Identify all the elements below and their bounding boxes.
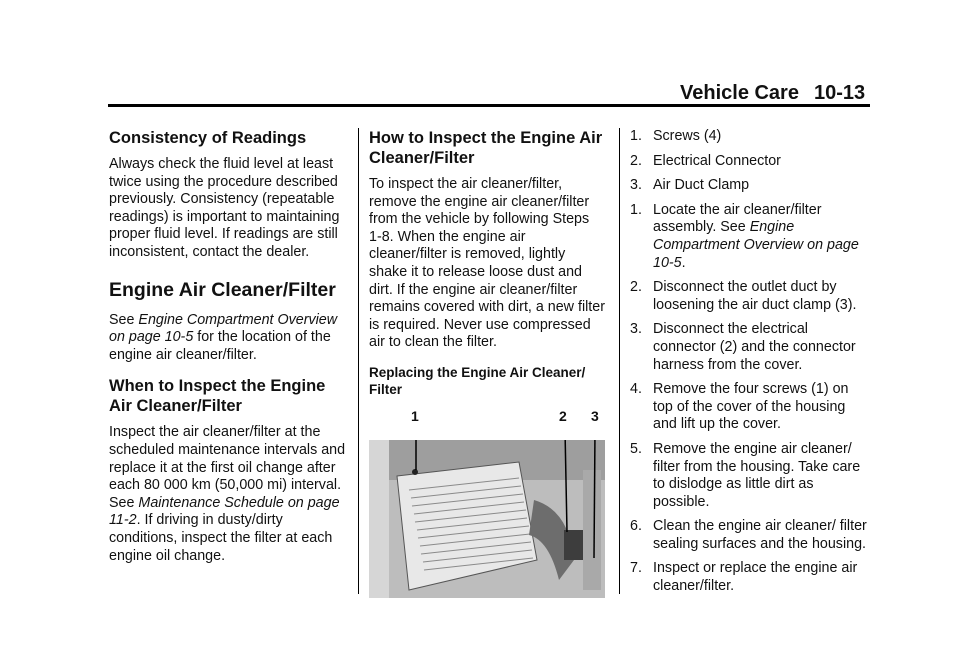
step-item: 1. Locate the air cleaner/filter assembly. See Engine Compartment Overview on page 10-5. xyxy=(630,201,859,271)
step-item: 3. Disconnect the electrical connector (2) and the connector harness from the cover. xyxy=(630,321,856,373)
legend-item: 1. Screws (4) xyxy=(630,128,722,144)
step-item: 5. Remove the engine air cleaner/ filter from the housing. Take care to dislodge as little dirt as possible. xyxy=(630,440,861,510)
column-right xyxy=(630,128,870,603)
step-item: 4. Remove the four screws (1) on top of the cover of the housing and lift up the cover. xyxy=(630,381,849,433)
procedure-steps xyxy=(630,202,870,596)
paragraph-consistency: Always check the fluid level at least twice using the procedure described previously. Consistency (repeatable readings) is important to maintaining proper fluid level. If readings are still inconsistent, contact the dealer. xyxy=(109,156,340,260)
step-item: 2. Disconnect the outlet duct by loosening the air duct clamp (3). xyxy=(630,279,857,313)
header-rule xyxy=(108,104,870,107)
figure-legend xyxy=(630,128,870,195)
figure-air-cleaner xyxy=(369,408,605,608)
column-left xyxy=(109,128,349,577)
figure-label-3: 3 xyxy=(591,407,599,424)
page-number: 10-13 xyxy=(814,82,866,104)
link-engine-compartment-step[interactable]: Engine Compartment Overview on page 10-5 xyxy=(653,219,859,271)
section-title: Vehicle Care xyxy=(680,82,799,104)
paragraph-when-to-inspect: Inspect the air cleaner/filter at the scheduled maintenance intervals and replace it at the first oil change after each 80 000 km (50,000 mi) interval. See Maintenance Schedule on page 11-2. If driving in dusty/dirty conditions, inspect the filter at each engine oil change. xyxy=(109,424,346,564)
air-cleaner-illustration xyxy=(369,440,605,598)
heading-when-to-inspect: When to Inspect the Engine Air Cleaner/Filter xyxy=(109,377,326,416)
figure-label-2: 2 xyxy=(559,407,567,424)
link-maintenance-schedule[interactable]: Maintenance Schedule on page 11-2 xyxy=(109,494,340,529)
paragraph-how-to-inspect: To inspect the air cleaner/filter, remove the engine air cleaner/filter from the vehicle by following Steps 1-8. When the engine air cleaner/filter is removed, lightly shake it to release loose dust and dirt. If the engine air cleaner/filter remains covered with dirt, a new filter is required. Never use compressed air to clean the filter. xyxy=(369,176,605,351)
column-middle xyxy=(369,128,605,608)
figure-label-1: 1 xyxy=(411,407,419,424)
column-divider-2 xyxy=(619,128,620,594)
paragraph-see-location: See Engine Compartment Overview on page 10-5 for the location of the engine air cleaner/filter. xyxy=(109,311,338,363)
legend-item: 3. Air Duct Clamp xyxy=(630,177,750,194)
column-divider-1 xyxy=(358,128,359,594)
heading-engine-air-cleaner: Engine Air Cleaner/Filter xyxy=(109,278,336,301)
step-item: 6. Clean the engine air cleaner/ filter sealing surfaces and the housing. xyxy=(630,518,867,552)
heading-consistency: Consistency of Readings xyxy=(109,129,307,147)
figure-labels xyxy=(369,408,605,428)
legend-item: 2. Electrical Connector xyxy=(630,152,781,169)
link-engine-compartment[interactable]: Engine Compartment Overview on page 10-5 xyxy=(109,311,338,346)
heading-how-to-inspect: How to Inspect the Engine Air Cleaner/Filter xyxy=(369,129,603,167)
figure-caption: Replacing the Engine Air Cleaner/ Filter xyxy=(369,364,586,397)
step-item: 7. Inspect or replace the engine air cleaner/filter. xyxy=(630,560,858,595)
screw-marker xyxy=(412,469,418,475)
